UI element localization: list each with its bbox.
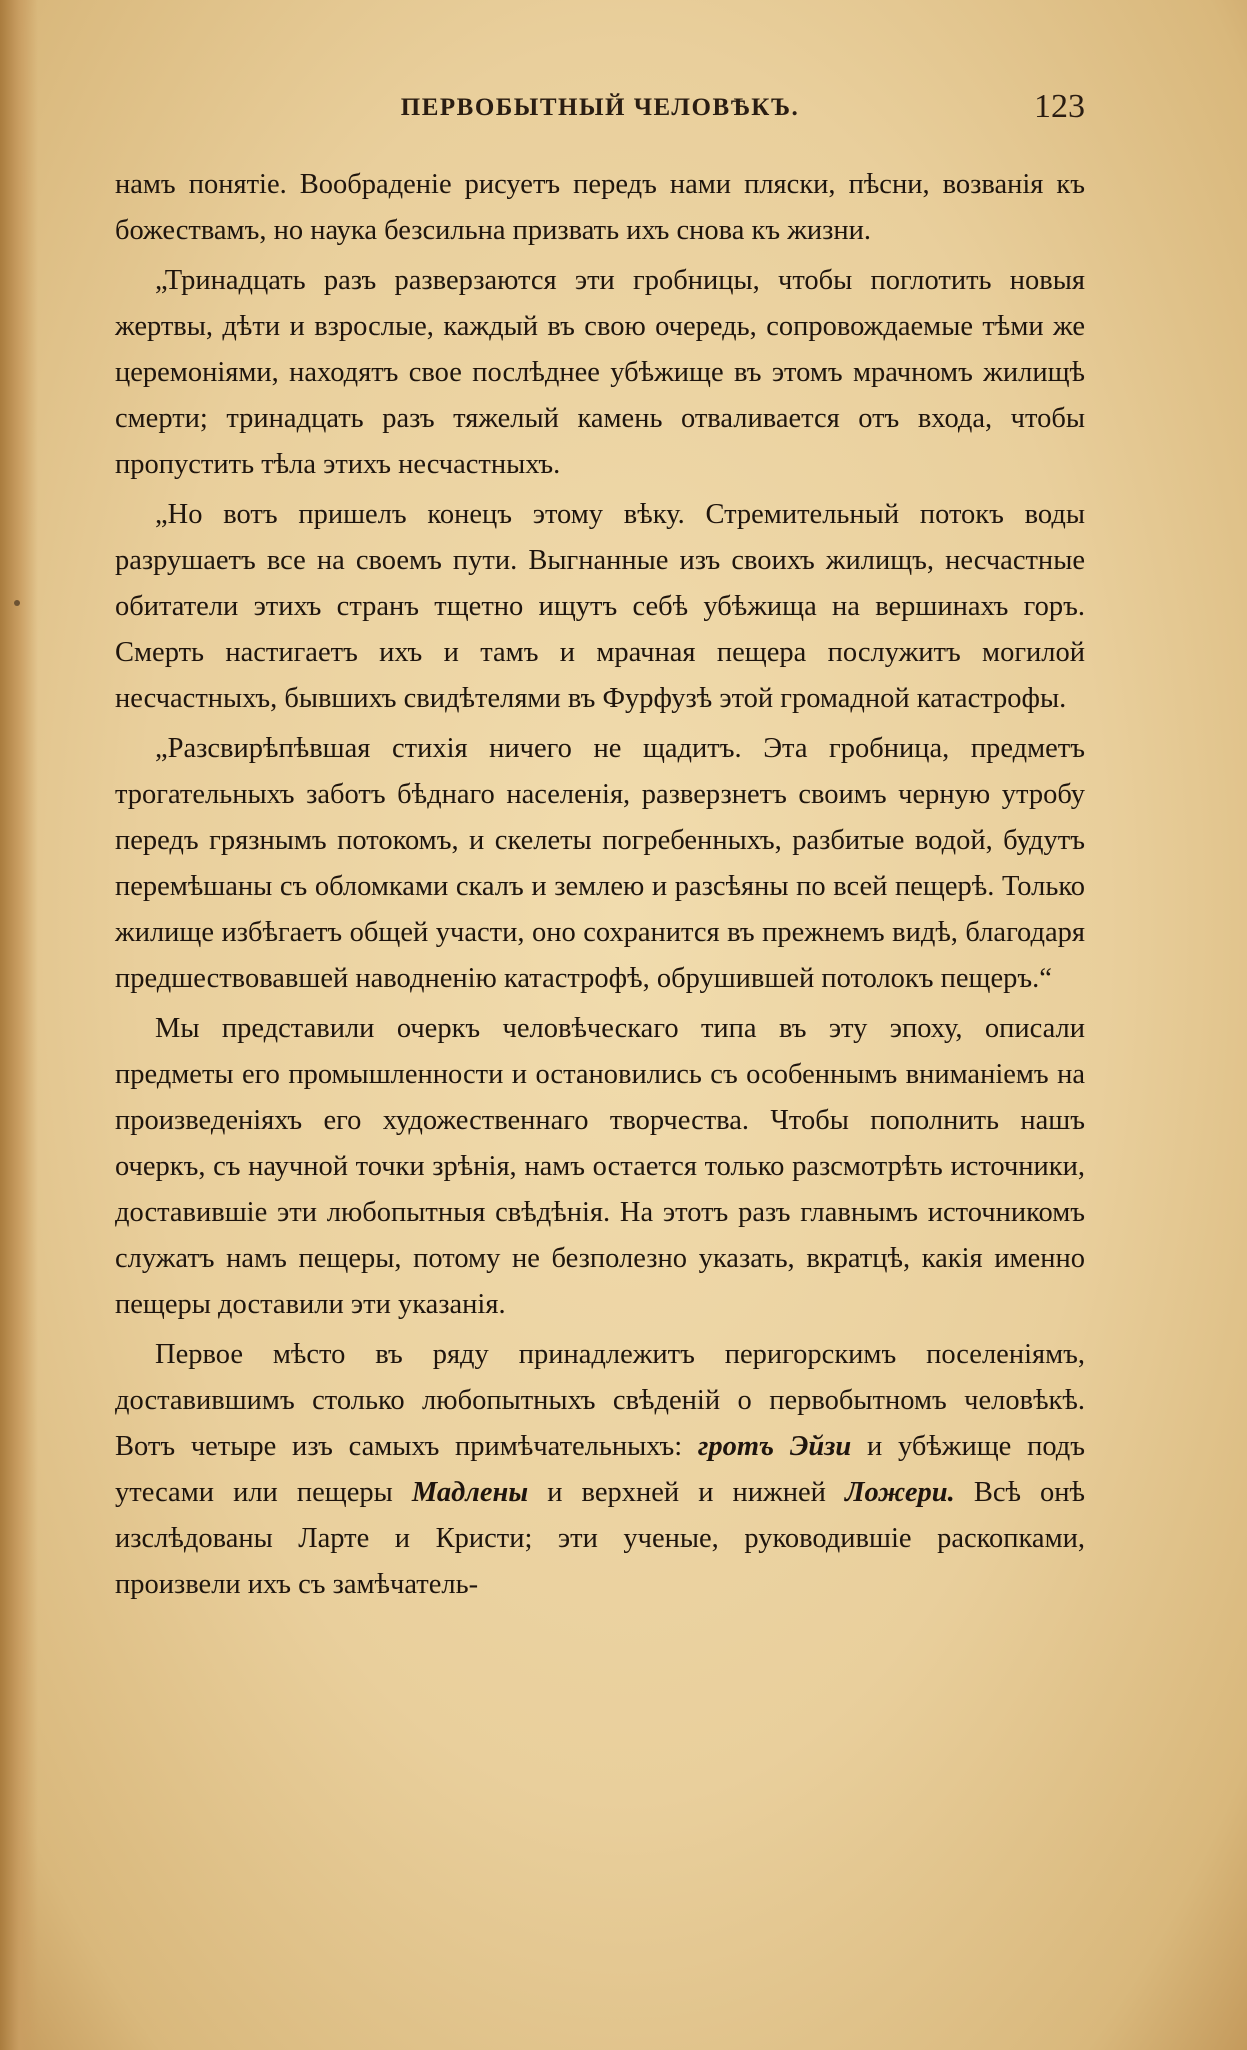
page-binding-shadow [0,0,38,2050]
paragraph-4: „Разсвирѣпѣвшая стихія ничего не щадитъ. Эта гробница, предметъ трогательныхъ заботъ бѣднаго населенія, разверзнетъ своимъ черную утробу передъ грязнымъ потокомъ, и скелеты погребенныхъ, разбитые водой, будутъ перемѣшаны съ обломками скалъ и землею и разсѣяны по всей пещерѣ. Только жилище избѣгаетъ общей участи, оно сохранится въ прежнемъ видѣ, благодаря предшествовавшей наводненію катастрофѣ, обрушившей потолокъ пещеръ.“ [115,733,1085,994]
place-name-laugerie: Ложери. [845,1477,955,1508]
paragraph-5: Мы представили очеркъ человѣческаго типа въ эту эпоху, описали предметы его промышленности и остановились съ особеннымъ вниманіемъ на произведеніяхъ его художественнаго творчества. Чтобы пополнить нашъ очеркъ, съ научной точки зрѣнія, намъ остается только разсмотрѣть источники, доставившіе эти любопытныя свѣдѣнія. На этотъ разъ главнымъ источникомъ служатъ намъ пещеры, потому не безполезно указать, вкратцѣ, какія именно пещеры доставили эти указанія. [115,1013,1085,1320]
paragraph-2: „Тринадцать разъ разверзаются эти гробницы, чтобы поглотить новыя жертвы, дѣти и взрослые, каждый въ свою очередь, сопровождаемые тѣми же церемоніями, находятъ свое послѣднее убѣжище въ этомъ мрачномъ жилищѣ смерти; тринадцать разъ тяжелый камень отваливается отъ входа, чтобы пропустить тѣла этихъ несчастныхъ. [115,265,1085,480]
place-name-eyzies: гротъ Эйзи [697,1431,852,1462]
page-header [115,88,1085,128]
paper-speck [14,600,20,606]
place-name-madeleine: Мадлены [411,1477,529,1508]
page-body [115,162,1085,1608]
paragraph-6 [115,1332,1085,1608]
paragraph-3: „Но вотъ пришелъ конецъ этому вѣку. Стремительный потокъ воды разрушаетъ все на своемъ пути. Выгнанные изъ своихъ жилищъ, несчастные обитатели этихъ странъ тщетно ищутъ себѣ убѣжища на вершинахъ горъ. Смерть настигаетъ ихъ и тамъ и мрачная пещера послужитъ могилой несчастныхъ, бывшихъ свидѣтелями въ Фурфузѣ этой громадной катастрофы. [115,499,1085,714]
paragraph-6-part-1: Первое мѣсто въ ряду принадлежитъ перигорскимъ поселеніямъ, доставившимъ столько любопытныхъ свѣденій о первобытномъ человѣкѣ. Вотъ четыре изъ самыхъ примѣчательныхъ: [115,1339,1085,1462]
paragraph-6-part-4: Всѣ онѣ изслѣдованы Ларте и Кристи; эти ученые, руководившіе раскопками, произвели ихъ съ замѣчатель- [115,1477,1086,1600]
paragraph-6-part-2: и убѣжище подъ утесами или пещеры [115,1431,1085,1508]
paragraph-1: намъ понятіе. Вообраденіе рисуетъ передъ нами пляски, пѣсни, возванія къ божествамъ, но наука безсильна призвать ихъ снова къ жизни. [115,169,1085,246]
running-title: ПЕРВОБЫТНЫЙ ЧЕЛОВѢКЪ. [400,94,800,121]
paragraph-6-part-3: и верхней и нижней [547,1477,826,1508]
page-number: 123 [1034,88,1085,125]
